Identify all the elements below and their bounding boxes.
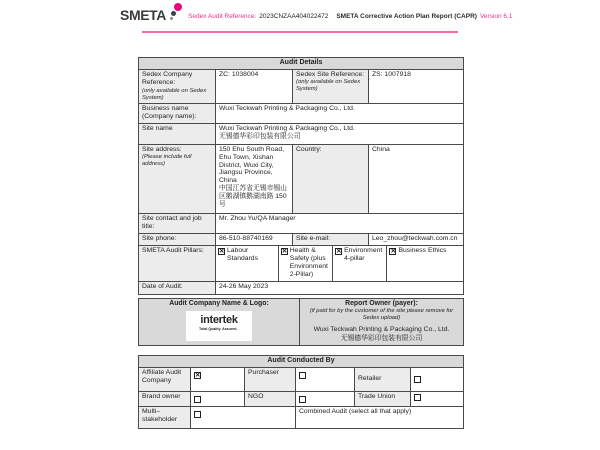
sedex-site-reference-value: ZS: 1007918 xyxy=(369,70,464,104)
sedex-site-reference-note: (only available on Sedex System) xyxy=(296,79,361,93)
report-version: Version 6.1 xyxy=(479,13,513,20)
audit-company-cell xyxy=(139,299,300,346)
sedex-company-reference-label xyxy=(139,70,216,104)
site-address-label-text: Site address: xyxy=(142,145,182,153)
smeta-logo-dot-dark-icon xyxy=(171,11,176,16)
business-name-label: Business name (Company name): xyxy=(139,103,216,123)
site-address-value-en: 150 Ehu South Road, Ehu Town, Xishan District, Wuxi City, Jiangsu Province, China xyxy=(219,145,284,185)
report-owner-name-cn: 无锡德华彩印包装有限公司 xyxy=(340,334,423,342)
health-safety-checkbox[interactable]: ✕ xyxy=(281,247,288,255)
trade-union-cell xyxy=(411,391,464,406)
audit-conducted-by-table xyxy=(138,355,464,429)
sedex-site-reference-label xyxy=(293,70,369,104)
intertek-tagline: Total Quality. Assured. xyxy=(199,327,238,332)
site-phone-label: Site phone: xyxy=(139,233,216,245)
sedex-company-reference-value: ZC: 1038004 xyxy=(216,70,293,104)
audit-details-table xyxy=(138,57,464,295)
affiliate-audit-company-cell xyxy=(191,367,245,391)
site-contact-label: Site contact and job title: xyxy=(139,213,216,233)
environment-checkbox[interactable]: ✕ xyxy=(336,247,342,255)
combined-audit-cell: Combined Audit (select all that apply) xyxy=(296,406,464,428)
site-email-value: Leo_zhou@teckwah.com.cn xyxy=(369,233,464,245)
multi-stakeholder-cell xyxy=(191,406,296,428)
site-name-label: Site name xyxy=(139,123,216,144)
site-address-value xyxy=(216,144,293,213)
business-ethics-label: Business Ethics xyxy=(398,246,447,254)
brand-owner-checkbox[interactable] xyxy=(194,396,201,403)
purchaser-cell xyxy=(296,367,355,391)
smeta-logo: SMETA xyxy=(120,7,166,23)
audit-pillars-cells xyxy=(216,245,464,281)
audit-company-title: Audit Company Name & Logo: xyxy=(169,300,269,307)
affiliate-audit-company-label: Affiliate Audit Company xyxy=(139,367,191,391)
purchaser-checkbox[interactable] xyxy=(299,372,306,379)
brand-owner-label: Brand owner xyxy=(139,391,191,406)
audit-company-section xyxy=(138,298,464,346)
sedex-company-reference-label-text: Sedex Company Reference: xyxy=(142,71,193,87)
retailer-cell xyxy=(411,367,464,391)
labour-standards-label: Labour Standards xyxy=(227,246,258,262)
multi-stakeholder-label: Multi–stakeholder xyxy=(139,406,191,428)
retailer-label: Retailer xyxy=(355,367,411,391)
affiliate-audit-company-checkbox[interactable]: ✕ xyxy=(195,371,201,379)
report-owner-name-en: Wuxi Teckwah Printing & Packaging Co., Ltd. xyxy=(313,326,450,334)
audit-details-title: Audit Details xyxy=(139,58,464,70)
site-name-value-en: Wuxi Teckwah Printing & Packaging Co., Ltd. xyxy=(219,124,355,132)
header-divider-line xyxy=(142,31,458,33)
site-phone-value: 86-510-88740169 xyxy=(216,233,293,245)
smeta-logo-dot-pink-icon xyxy=(174,3,182,11)
multi-stakeholder-checkbox[interactable] xyxy=(194,411,201,418)
audit-date-label: Date of Audit: xyxy=(139,281,216,294)
site-address-note: (Please include full address) xyxy=(142,154,192,168)
ngo-checkbox[interactable] xyxy=(299,396,306,403)
retailer-checkbox[interactable] xyxy=(414,376,421,383)
intertek-logo-text: intertek xyxy=(200,314,238,327)
environment-label: Environment 4-pillar xyxy=(344,246,383,262)
site-email-label: Site e-mail: xyxy=(293,233,369,245)
ngo-label: NGO xyxy=(245,391,296,406)
audit-reference-label: Sedex Audit Reference: xyxy=(188,13,257,20)
audit-pillars-label: SMETA Audit Pillars: xyxy=(139,245,216,281)
pillar-labour-standards xyxy=(216,246,278,281)
sedex-site-reference-label-text: Sedex Site Reference: xyxy=(296,71,365,78)
pillar-business-ethics xyxy=(386,246,463,281)
trade-union-label: Trade Union xyxy=(355,391,411,406)
pillar-environment xyxy=(332,246,386,281)
report-title: SMETA Corrective Action Plan Report (CAPR) xyxy=(336,13,477,20)
ngo-cell xyxy=(296,391,355,406)
audit-date-value: 24-26 May 2023 xyxy=(216,281,464,294)
site-contact-value: Mr. Zhou Yu/QA Manager xyxy=(216,213,464,233)
report-owner-note: (if paid for by the customer of the site please remove for Sedex upload) xyxy=(309,308,454,322)
audit-conducted-by-title: Audit Conducted By xyxy=(139,356,464,368)
audit-reference-value: 2023CNZAA404022472 xyxy=(259,13,329,20)
site-address-value-cn: 中国江苏省无锡市锡山区鹅湖镇鹅湖南路 150 号 xyxy=(219,185,287,208)
country-value: China xyxy=(369,144,464,213)
header-reference-line xyxy=(188,13,512,20)
labour-standards-checkbox[interactable]: ✕ xyxy=(219,247,225,255)
report-owner-cell xyxy=(300,299,464,346)
smeta-logo-dot-gray-icon xyxy=(170,17,173,20)
site-name-value-cn: 无锡德华彩印包装有限公司 xyxy=(219,133,301,141)
brand-owner-cell xyxy=(191,391,245,406)
business-ethics-checkbox[interactable]: ✕ xyxy=(390,247,396,255)
intertek-logo xyxy=(186,311,252,341)
purchaser-label: Purchaser xyxy=(245,367,296,391)
sedex-company-reference-note: (only available on Sedex System) xyxy=(142,87,207,101)
site-name-value xyxy=(216,123,464,144)
site-address-label xyxy=(139,144,216,213)
country-label: Country: xyxy=(293,144,369,213)
report-owner-title: Report Owner (payer): xyxy=(345,300,418,307)
health-safety-label: Health & Safety (plus Environment 2-Pillar) xyxy=(289,246,328,279)
trade-union-checkbox[interactable] xyxy=(414,394,421,401)
business-name-value: Wuxi Teckwah Printing & Packaging Co., Ltd. xyxy=(216,103,464,123)
pillar-health-safety xyxy=(278,246,332,281)
